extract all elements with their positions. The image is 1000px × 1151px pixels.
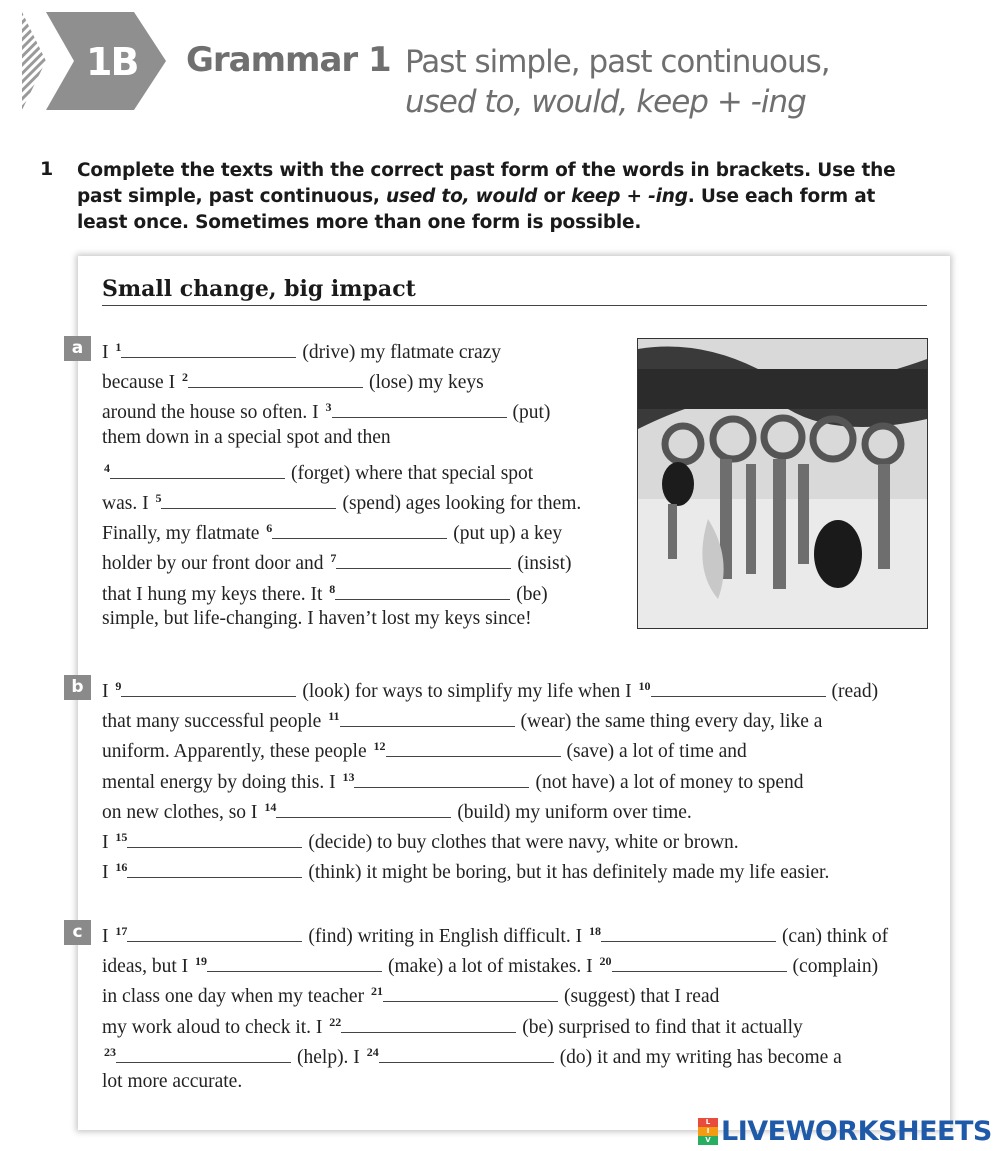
exercise-instruction [77,158,907,236]
answer-gap[interactable] [341,1013,516,1033]
instruction-italic: used to, would [386,186,538,207]
page-subtitle [405,42,830,122]
gap-number: 24 [366,1044,379,1059]
answer-gap[interactable] [127,828,302,848]
answer-gap[interactable] [386,737,561,757]
text-line [102,332,581,362]
text-line [102,946,888,976]
line-text: (put) [512,402,551,424]
answer-gap[interactable] [188,368,363,388]
line-text: (look) for ways to simplify my life when I [302,681,637,702]
text-line [102,976,888,1006]
gap-number: 15 [115,829,128,844]
answer-gap[interactable] [354,768,529,788]
text-line [102,483,581,513]
line-text: uniform. Apparently, these people [102,741,372,763]
instruction-text: Complete the texts with the correct past form of the words in brackets. Use the past simple, past continuous, [77,160,896,207]
gap-number: 5 [155,490,162,505]
line-text: (not have) a lot of money to spend [535,771,804,793]
gap-number: 14 [264,799,277,814]
logo-letter: V [698,1136,718,1145]
gap-number: 11 [328,709,340,724]
line-text: that many successful people [102,711,327,733]
gap-number: 6 [266,521,273,536]
line-text: in class one day when my teacher [102,986,369,1008]
line-text: (insist) [517,553,572,575]
line-text: around the house so often. I [102,402,324,424]
gap-number: 13 [342,769,355,784]
keys-photo [637,338,928,629]
paragraph-b [102,671,878,882]
gap-number: 20 [599,954,612,969]
line-text: (read) [831,681,879,702]
answer-gap[interactable] [340,707,515,727]
text-line [102,852,878,882]
text-line [102,731,878,761]
gap-number: 12 [373,739,386,754]
text-line [102,1067,888,1097]
line-text: (think) it might be boring, but it has definitely made my life easier. [308,862,830,884]
line-text: them down in a special spot and then [102,426,391,448]
answer-gap[interactable] [276,798,451,818]
gap-number: 1 [115,340,122,354]
line-text: (decide) to buy clothes that were navy, white or brown. [308,831,739,853]
answer-gap[interactable] [110,459,285,479]
text-line [102,604,581,634]
gap-number: 9 [115,679,122,693]
text-line [102,392,581,422]
line-text: I [102,862,114,884]
answer-gap[interactable] [335,580,510,600]
gap-number: 10 [638,679,651,693]
answer-gap[interactable] [161,489,336,509]
line-text: (complain) [792,956,879,978]
line-text: (be) surprised to find that it actually [522,1016,803,1038]
instruction-italic: keep + -ing [571,186,688,207]
line-text: (help). I [297,1046,365,1068]
line-text: Finally, my flatmate [102,523,265,545]
unit-badge [22,12,168,110]
gap-number: 19 [194,954,207,969]
answer-gap[interactable] [127,858,302,878]
text-line [102,513,581,543]
answer-gap[interactable] [121,338,296,358]
line-text: (drive) my flatmate crazy [302,342,502,363]
paragraph-c [102,916,888,1097]
exercise-number: 1 [40,158,54,180]
answer-gap[interactable] [121,677,296,697]
unit-code: 1B [86,40,138,84]
line-text: on new clothes, so I [102,801,263,823]
line-text: mental energy by doing this. I [102,771,341,793]
text-line [102,701,878,731]
answer-gap[interactable] [379,1043,554,1063]
section-label-b: b [64,675,91,700]
gap-number: 18 [588,924,601,938]
line-text: (build) my uniform over time. [457,801,692,823]
paragraph-a [102,332,581,634]
text-line [102,574,581,604]
line-text: because I [102,372,180,394]
logo-mark-icon [698,1118,718,1145]
gap-number: 16 [115,860,128,875]
keys-illustration-icon [638,339,927,628]
line-text: I [102,926,114,947]
gap-number: 3 [325,400,332,415]
text-line [102,916,888,946]
text-line [102,453,581,483]
line-text: simple, but life-changing. I haven’t lost my keys since! [102,607,532,629]
gap-number: 7 [330,551,337,566]
line-text: I [102,831,114,853]
answer-gap[interactable] [127,922,302,942]
line-text: I [102,342,114,363]
text-line [102,792,878,822]
line-text: my work aloud to check it. I [102,1016,328,1038]
gap-number: 2 [181,370,188,385]
answer-gap[interactable] [116,1043,291,1063]
text-line [102,762,878,792]
answer-gap[interactable] [612,952,787,972]
line-text: was. I [102,492,154,514]
liveworksheets-logo[interactable] [698,1116,992,1146]
answer-gap[interactable] [336,549,511,569]
gap-number: 23 [104,1044,116,1059]
line-text: (lose) my keys [368,372,484,394]
answer-gap[interactable] [272,519,447,539]
subtitle-line-2: used to, would, keep + -ing [405,84,806,120]
text-line [102,362,581,392]
line-text: (find) writing in English difficult. I [308,926,587,947]
line-text: (forget) where that special spot [291,462,534,484]
answer-gap[interactable] [332,398,507,418]
line-text: (save) a lot of time and [566,741,747,763]
line-text: (wear) the same thing every day, like a [520,711,823,733]
text-line [102,1037,888,1067]
section-label-c: c [64,920,91,945]
page-title: Grammar 1 [186,40,391,80]
instruction-text: or [537,186,572,207]
section-label-a: a [64,336,91,361]
line-text: holder by our front door and [102,553,329,575]
gap-number: 8 [329,581,336,596]
logo-letter: I [698,1127,718,1136]
answer-gap[interactable] [383,982,558,1002]
instruction-text: . Use each form at least once. Sometimes more than one form is possible. [77,186,876,233]
line-text: (put up) a key [453,523,563,545]
logo-letter: L [698,1118,718,1127]
line-text: (suggest) that I read [563,986,720,1008]
gap-number: 22 [329,1014,342,1029]
line-text: that I hung my keys there. It [102,583,328,605]
gap-number: 21 [370,984,383,999]
text-line [102,822,878,852]
line-text: lot more accurate. [102,1070,243,1092]
gap-number: 17 [115,924,128,938]
card-title: Small change, big impact [102,276,416,302]
line-text: (can) think of [781,926,889,947]
subtitle-line-1: Past simple, past continuous, [405,44,830,80]
text-line [102,423,581,453]
answer-gap[interactable] [651,677,826,697]
logo-text: LIVEWORKSHEETS [721,1115,992,1147]
text-line [102,543,581,573]
line-text: I [102,681,114,702]
line-text: (spend) ages looking for them. [342,492,582,514]
answer-gap[interactable] [601,922,776,942]
title-divider [102,305,927,306]
line-text: ideas, but I [102,956,193,978]
answer-gap[interactable] [207,952,382,972]
text-line [102,671,878,701]
line-text: (make) a lot of mistakes. I [387,956,598,978]
gap-number: 4 [104,460,110,475]
text-line [102,1007,888,1037]
line-text: (be) [516,583,548,605]
line-text: (do) it and my writing has become a [559,1046,842,1068]
